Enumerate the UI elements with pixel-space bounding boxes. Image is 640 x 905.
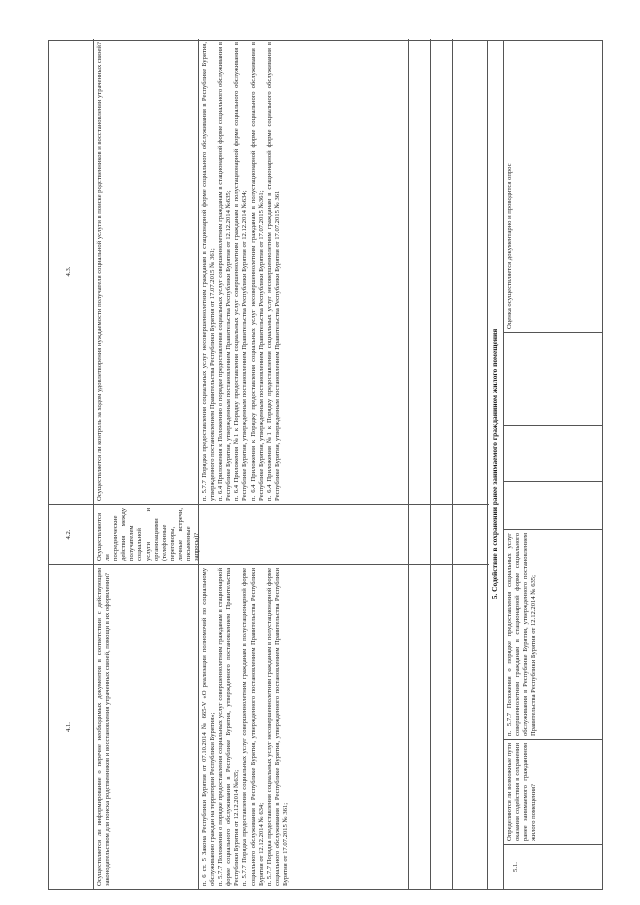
norm-text: п. 6.4 Приложения №1 к Порядку предоставления социальных услуг совершеннолетним гражданам в полустационарной форме социального обслуживания в Республике Бурятия, утвержденным постановлением Правительства Республики Бурятия от 12.12.2014 №634; — [233, 42, 249, 501]
norm-text: п. 6.4 Приложения к Положению о порядке предоставления социальных услуг совершеннолетним гражданам в стационарной форме социального обслуживания в Республике Бурятия, утвержденным постановлением Правительства Республики Бурятия от 12.12.2014 №635; — [217, 42, 233, 501]
norm-text: п. 5.7.7 Положения о порядке предоставления социальных услуг совершеннолетним гражданам в стационарной форме социального обслуживания в Республике Бурятия, утвержденного постановлением Правительства Республики Бурятия от 12.12.2014 №635; — [217, 568, 241, 886]
section5-header — [488, 40, 504, 890]
norm-text: п. 5.7.7 Порядка предоставления социальных услуг несовершеннолетним гражданам в полустационарной форме социального обслуживания в Республике Бурятия, утвержденного постановлением Правительства Республики Бурятия от 17.07.2015 № 361; — [265, 568, 289, 886]
answer-na-cell — [504, 332, 602, 425]
norm-text: п. 5.7.7 Порядка предоставления социальных услуг несовершеннолетним гражданам в стационарной форме социального обслуживания в Республике Бурятия, утвержденного постановлением Правительства Республики Бурятия от 17.07.2015 № 361; — [201, 42, 217, 501]
norm-text: п. 5.7.7 Порядка предоставления социальных услуг совершеннолетним гражданам в полустационарной форме социального обслуживания в Республике Бурятия, утвержденного постановлением Правительства Республики Бурятия от 12.12.2014 № 634; — [241, 568, 265, 886]
table-row-5-1 — [504, 40, 603, 890]
row-number-5-1: 5.1. — [504, 844, 602, 889]
question-text: Осуществляется ли контроль за ходом удовлетворения нуждаемости получателя социальной услуги в поиске родственников и восстановлении утраченных связей? — [94, 39, 199, 504]
norm-text: п. 6.4 Приложения №1 к Порядку предоставления социальных услуг несовершеннолетним гражданам в стационарной форме социального обслуживания в Республике Бурятия, утвержденным постановлением Правительства Республики Бурятия от 17.07.2015 № 361 — [265, 42, 281, 501]
question-text: Осуществляются ли посреднические действия между получателем социальной услуги и организациями (телефонные переговоры, личные встречи, письменные запросы)? — [94, 505, 199, 564]
question-5-1: Определяются ли возможные пути оказания содействия в сохранении ранее занимаемого гражданином жилого помещения? — [504, 739, 602, 844]
table-row-4-2 — [48, 40, 488, 890]
row-number: 4.2. — [49, 505, 94, 564]
question-text: Осуществляется ли информирование о перечне необходимых документов в соответствии с действующим законодательством для поиска родственников и восстановления утраченных связей, помощи в их оформлении? — [94, 565, 199, 889]
rotated-table — [48, 40, 603, 890]
norm-5-1: п. 5.7.7 Положения о порядке предоставления социальных услуг совершеннолетним гражданам в стационарной форме социального обслуживания в Республике Бурятия, утвержденного постановлением Правительства Республики Бурятия от 12.12.2014 № 635; — [504, 529, 602, 739]
norm-text: п. 6 ст. 5 Закона Республики Бурятия от 07.10.2014 № 665-V «О реализации полномочий по социальному обслуживанию граждан на территории Республики Бурятия»; — [201, 568, 217, 886]
answer-no-cell — [504, 425, 602, 481]
note-5-1: Оценка осуществляется документарно и проводится опрос — [506, 163, 513, 329]
norm-text: п. 6.4 Приложения к Порядку предоставления социальных услуг несовершеннолетним гражданам в полустационарной форме социального обслуживания в Республике Бурятия, утвержденным постановлением Правительства Республики Бурятия от 17.07.2015 №361; — [249, 42, 265, 501]
row-number: 4.3. — [49, 39, 94, 504]
answer-yes-cell — [504, 481, 602, 529]
row-number: 4.1. — [49, 565, 94, 889]
section-5-title: 5. Содействие в сохранении ранее занимаемого гражданином жилого помещения — [490, 328, 499, 600]
